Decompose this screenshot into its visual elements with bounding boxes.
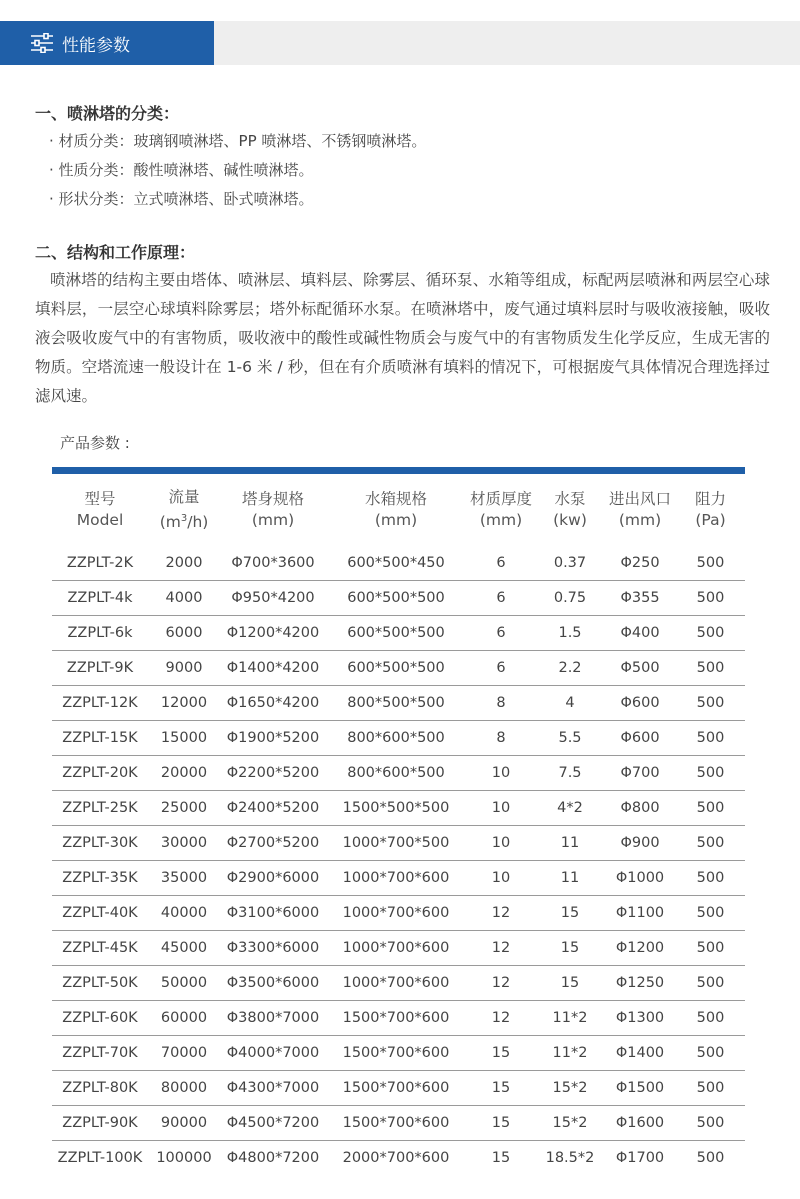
- table-body: [52, 546, 745, 1175]
- table-cell: 18.5*2: [545, 1150, 595, 1166]
- table-cell: 90000: [148, 1106, 220, 1141]
- table-row: [52, 756, 745, 791]
- table-cell: 1500*700*600: [326, 1071, 466, 1106]
- table-row: [52, 1036, 745, 1071]
- table-row: [52, 966, 745, 1001]
- table-cell: 15: [536, 966, 604, 1001]
- table-cell: ZZPLT-30K: [52, 826, 148, 861]
- table-cell: 100000: [156, 1150, 212, 1166]
- column-header-cn: 型号: [84, 490, 116, 508]
- table-cell: 10: [466, 861, 536, 896]
- unit-suffix: /h): [187, 513, 209, 532]
- table-cell: 500: [676, 791, 745, 826]
- table-cell: 2000*700*600: [342, 1150, 450, 1166]
- table-cell: Φ4800*7200: [226, 1150, 320, 1166]
- table-header-row: [52, 474, 745, 546]
- table-row: [52, 791, 745, 826]
- table-cell: Φ1250: [604, 966, 676, 1001]
- table-cell: 6: [466, 581, 536, 616]
- table-cell: ZZPLT-60K: [52, 1001, 148, 1036]
- table-cell: 600*500*500: [326, 651, 466, 686]
- table-cell: Φ2700*5200: [220, 826, 326, 861]
- table-cell: 500: [676, 826, 745, 861]
- table-cell: 500: [676, 1071, 745, 1106]
- params-label: 产品参数 :: [60, 434, 130, 452]
- table-cell: 500: [676, 581, 745, 616]
- header-tab: [0, 21, 214, 65]
- table-top-rule: [52, 467, 745, 474]
- column-header-unit: (mm): [618, 511, 662, 529]
- table-cell: 800*600*500: [326, 756, 466, 791]
- table-cell: Φ600: [604, 721, 676, 756]
- table-row: [52, 861, 745, 896]
- column-header-cn: 水箱规格: [364, 490, 427, 508]
- table-cell: Φ2900*6000: [220, 861, 326, 896]
- table-cell: Φ1500: [604, 1071, 676, 1106]
- table-cell: 30000: [148, 826, 220, 861]
- table-cell: Φ1900*5200: [220, 721, 326, 756]
- column-header: [604, 474, 676, 546]
- table-cell: 12: [466, 896, 536, 931]
- table-cell: 500: [676, 616, 745, 651]
- classification-list: [35, 127, 770, 214]
- table-cell: 800*500*500: [326, 686, 466, 721]
- table-cell: 11*2: [536, 1001, 604, 1036]
- table-cell: 1.5: [536, 616, 604, 651]
- classification-item: · 性质分类：酸性喷淋塔、碱性喷淋塔。: [49, 161, 314, 179]
- table-cell: 15000: [148, 721, 220, 756]
- column-header-unit: (mm): [479, 511, 523, 529]
- table-cell: 500: [676, 861, 745, 896]
- table-row: [52, 931, 745, 966]
- table-cell: ZZPLT-12K: [52, 686, 148, 721]
- table-cell: ZZPLT-15K: [52, 721, 148, 756]
- table-cell: Φ3100*6000: [220, 896, 326, 931]
- table-cell: 1500*500*500: [326, 791, 466, 826]
- table-cell: 500: [676, 546, 745, 581]
- table-cell: 0.75: [536, 581, 604, 616]
- table-cell: Φ1200*4200: [220, 616, 326, 651]
- table-row: [52, 1071, 745, 1106]
- params-table-wrap: [52, 467, 745, 1175]
- table-cell: Φ2200*5200: [220, 756, 326, 791]
- table-cell: 0.37: [536, 546, 604, 581]
- table-cell: 45000: [148, 931, 220, 966]
- table-row: [52, 651, 745, 686]
- table-cell: Φ1000: [604, 861, 676, 896]
- table-cell: 1500*700*600: [326, 1001, 466, 1036]
- table-cell: ZZPLT-100K: [57, 1150, 143, 1166]
- table-cell: 2.2: [536, 651, 604, 686]
- table-cell: 11: [536, 861, 604, 896]
- table-cell: 500: [676, 1001, 745, 1036]
- table-cell: 500: [696, 1150, 725, 1166]
- table-cell: 5.5: [536, 721, 604, 756]
- table-cell: 8: [466, 721, 536, 756]
- table-cell: 500: [676, 1106, 745, 1141]
- column-header-cn: 材质厚度: [469, 490, 532, 508]
- table-cell: 4000: [148, 581, 220, 616]
- table-row: [52, 686, 745, 721]
- column-header-unit: (mm): [251, 511, 295, 529]
- column-header-unit: (kw): [553, 511, 587, 529]
- table-cell: 20000: [148, 756, 220, 791]
- table-cell: Φ800: [604, 791, 676, 826]
- table-cell: 70000: [148, 1036, 220, 1071]
- table-cell: 10: [466, 791, 536, 826]
- table-cell: 4: [536, 686, 604, 721]
- table-cell: Φ1400: [604, 1036, 676, 1071]
- table-cell: 80000: [148, 1071, 220, 1106]
- table-cell: Φ1100: [604, 896, 676, 931]
- column-header-cn: 进出风口: [608, 490, 671, 508]
- table-cell: Φ4000*7000: [220, 1036, 326, 1071]
- unit-superscript: 3: [180, 512, 188, 524]
- table-cell: Φ950*4200: [220, 581, 326, 616]
- table-cell: ZZPLT-70K: [52, 1036, 148, 1071]
- column-header: [148, 474, 220, 546]
- table-cell: 15*2: [536, 1106, 604, 1141]
- column-header-unit: [148, 508, 220, 533]
- table-cell: Φ1700: [615, 1150, 665, 1166]
- table-cell: 1000*700*600: [326, 931, 466, 966]
- table-cell: Φ2400*5200: [220, 791, 326, 826]
- table-cell: ZZPLT-25K: [52, 791, 148, 826]
- table-cell: 15: [491, 1150, 511, 1166]
- table-cell: ZZPLT-20K: [52, 756, 148, 791]
- column-header: [676, 474, 745, 546]
- table-cell: 8: [466, 686, 536, 721]
- table-cell: 500: [676, 651, 745, 686]
- table-cell: 11*2: [536, 1036, 604, 1071]
- classification-item: · 形状分类：立式喷淋塔、卧式喷淋塔。: [49, 190, 314, 208]
- table-cell: Φ3300*6000: [220, 931, 326, 966]
- column-header-unit: (Pa): [695, 511, 726, 529]
- table-cell: 1500*700*600: [326, 1036, 466, 1071]
- structure-section: [35, 240, 770, 411]
- table-row: [52, 721, 745, 756]
- table-row: [52, 826, 745, 861]
- column-header-unit: (mm): [374, 511, 418, 529]
- table-cell: Φ900: [604, 826, 676, 861]
- table-cell: 1000*700*500: [326, 826, 466, 861]
- table-cell: ZZPLT-80K: [52, 1071, 148, 1106]
- column-header: [466, 474, 536, 546]
- table-row: [52, 896, 745, 931]
- table-cell: 15: [466, 1106, 536, 1141]
- table-cell: 15: [466, 1071, 536, 1106]
- table-cell: 12: [466, 966, 536, 1001]
- table-cell: 600*500*500: [326, 581, 466, 616]
- table-cell: 1500*700*600: [326, 1106, 466, 1141]
- table-row: [52, 1106, 745, 1141]
- table-cell: Φ1650*4200: [220, 686, 326, 721]
- table-cell: 500: [676, 966, 745, 1001]
- table-cell: 6000: [148, 616, 220, 651]
- table-cell: 7.5: [536, 756, 604, 791]
- table-cell: 500: [676, 1036, 745, 1071]
- table-cell: ZZPLT-90K: [52, 1106, 148, 1141]
- column-header: [326, 474, 466, 546]
- table-cell: Φ3500*6000: [220, 966, 326, 1001]
- table-cell: Φ1300: [604, 1001, 676, 1036]
- table-cell: 500: [676, 686, 745, 721]
- table-cell: ZZPLT-40K: [52, 896, 148, 931]
- table-cell: 1000*700*600: [326, 896, 466, 931]
- sliders-icon: [30, 33, 54, 53]
- table-cell: Φ4500*7200: [220, 1106, 326, 1141]
- table-cell: 12: [466, 1001, 536, 1036]
- table-cell: 600*500*450: [326, 546, 466, 581]
- table-cell: Φ250: [604, 546, 676, 581]
- table-cell: 60000: [148, 1001, 220, 1036]
- column-header-unit: Model: [76, 511, 124, 529]
- table-cell: 6: [466, 546, 536, 581]
- table-row: [52, 1141, 745, 1176]
- table-cell: Φ4300*7000: [220, 1071, 326, 1106]
- table-cell: ZZPLT-6k: [52, 616, 148, 651]
- table-cell: Φ600: [604, 686, 676, 721]
- params-table: [52, 474, 745, 1175]
- table-cell: 10: [466, 826, 536, 861]
- column-header: [220, 474, 326, 546]
- table-cell: 500: [676, 756, 745, 791]
- header-bar: [0, 21, 800, 65]
- structure-paragraph: 喷淋塔的结构主要由塔体、喷淋层、填料层、除雾层、循环泵、水箱等组成，标配两层喷淋和两层空心球填料层，一层空心球填料除雾层；塔外标配循环水泵。在喷淋塔中，废气通过填料层时与吸收液接触，吸收液会吸收废气中的有害物质，吸收液中的酸性或碱性物质会与废气中的有害物质发生化学反应，生成无害的物质。空塔流速一般设计在 1-6 米 / 秒，但在有介质喷淋有填料的情况下，可根据废气具体情况合理选择过滤风速。: [35, 271, 770, 405]
- table-cell: ZZPLT-45K: [52, 931, 148, 966]
- table-cell: 50000: [148, 966, 220, 1001]
- table-cell: 1000*700*600: [326, 861, 466, 896]
- column-header: [536, 474, 604, 546]
- table-cell: 9000: [148, 651, 220, 686]
- table-cell: 2000: [148, 546, 220, 581]
- table-cell: Φ355: [604, 581, 676, 616]
- table-cell: 15: [536, 896, 604, 931]
- column-header-cn: 阻力: [694, 490, 726, 508]
- classification-section: [35, 101, 770, 214]
- table-cell: 4*2: [536, 791, 604, 826]
- column-header-cn: 水泵: [554, 490, 586, 508]
- column-header: [52, 474, 148, 546]
- header-title: 性能参数: [62, 35, 130, 56]
- table-cell: Φ500: [604, 651, 676, 686]
- table-cell: ZZPLT-2K: [52, 546, 148, 581]
- table-cell: 800*600*500: [326, 721, 466, 756]
- table-cell: ZZPLT-9K: [52, 651, 148, 686]
- classification-title: 一、喷淋塔的分类：: [35, 104, 180, 123]
- table-cell: 6: [466, 616, 536, 651]
- table-cell: 500: [676, 931, 745, 966]
- table-cell: ZZPLT-50K: [52, 966, 148, 1001]
- table-cell: 25000: [148, 791, 220, 826]
- column-header-cn: 流量: [168, 487, 200, 506]
- table-cell: 11: [536, 826, 604, 861]
- table-cell: 1000*700*600: [326, 966, 466, 1001]
- table-cell: Φ700: [604, 756, 676, 791]
- table-cell: 6: [466, 651, 536, 686]
- table-cell: 40000: [148, 896, 220, 931]
- table-cell: 35000: [148, 861, 220, 896]
- unit-prefix: (m: [159, 513, 181, 532]
- table-cell: 15: [536, 931, 604, 966]
- table-row: [52, 616, 745, 651]
- table-cell: ZZPLT-35K: [52, 861, 148, 896]
- table-cell: Φ1600: [604, 1106, 676, 1141]
- table-cell: ZZPLT-4k: [52, 581, 148, 616]
- table-row: [52, 546, 745, 581]
- column-header-cn: 塔身规格: [241, 490, 304, 508]
- table-cell: Φ1200: [604, 931, 676, 966]
- table-cell: 12: [466, 931, 536, 966]
- table-cell: Φ3800*7000: [220, 1001, 326, 1036]
- table-cell: 15*2: [536, 1071, 604, 1106]
- table-cell: Φ1400*4200: [220, 651, 326, 686]
- structure-title: 二、结构和工作原理：: [35, 243, 196, 262]
- table-cell: Φ400: [604, 616, 676, 651]
- classification-item: · 材质分类：玻璃钢喷淋塔、PP 喷淋塔、不锈钢喷淋塔。: [49, 132, 427, 150]
- table-cell: Φ700*3600: [220, 546, 326, 581]
- table-cell: 10: [466, 756, 536, 791]
- table-row: [52, 581, 745, 616]
- table-cell: 600*500*500: [326, 616, 466, 651]
- table-cell: 500: [676, 721, 745, 756]
- table-cell: 500: [676, 896, 745, 931]
- table-cell: 12000: [148, 686, 220, 721]
- table-cell: 15: [466, 1036, 536, 1071]
- table-row: [52, 1001, 745, 1036]
